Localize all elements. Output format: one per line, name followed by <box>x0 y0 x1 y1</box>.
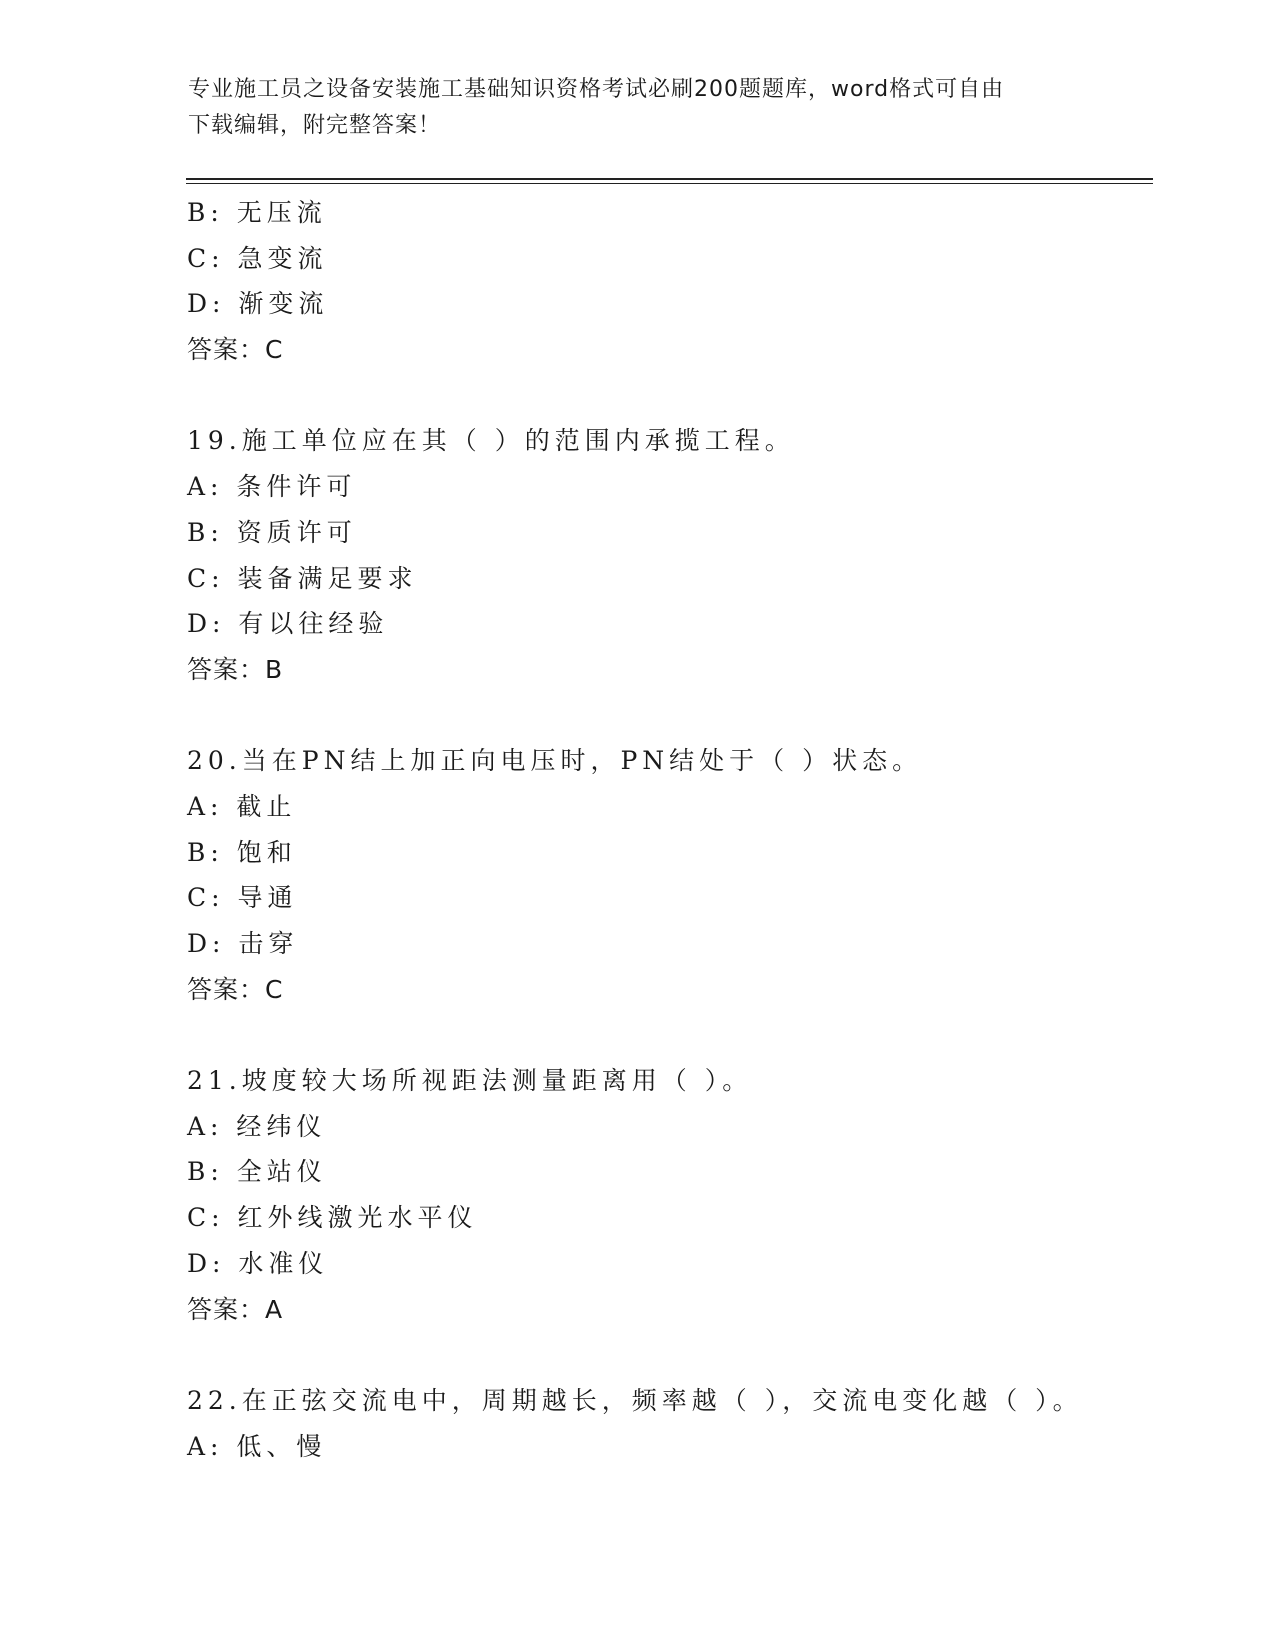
question-18-answer: 答案：C <box>187 335 284 365</box>
spacer <box>187 373 1147 419</box>
question-21-option-c: C: 红外线激光水平仪 <box>187 1203 478 1233</box>
question-20-option-b: B: 饱和 <box>187 837 297 867</box>
question-18-option-d: D: 渐变流 <box>187 289 329 319</box>
question-21-option-a: A: 经纬仪 <box>187 1111 327 1141</box>
question-list <box>187 190 1147 1469</box>
question-19-answer: 答案：B <box>187 654 284 684</box>
spacer <box>187 693 1147 739</box>
spacer <box>187 1012 1147 1058</box>
header-divider-thin <box>186 183 1153 184</box>
question-19-text: 19.施工单位应在其（ ）的范围内承揽工程。 <box>187 426 795 456</box>
question-22-block <box>187 1378 1147 1469</box>
question-18-option-c: C: 急变流 <box>187 243 328 273</box>
question-19-option-b: B: 资质许可 <box>187 517 357 547</box>
question-20-option-a: A: 截止 <box>187 791 297 821</box>
spacer <box>187 1332 1147 1378</box>
question-22-text: 22.在正弦交流电中，周期越长，频率越（ ），交流电变化越（ ）。 <box>187 1385 1083 1415</box>
question-20-block <box>187 738 1147 1012</box>
header-line-1: 专业施工员之设备安装施工基础知识资格考试必刷200题题库，word格式可自由 <box>188 77 1005 102</box>
question-21-text: 21.坡度较大场所视距法测量距离用（ ）。 <box>187 1066 753 1096</box>
question-19-block <box>187 418 1147 692</box>
question-19-option-c: C: 装备满足要求 <box>187 563 418 593</box>
question-20-text: 20.当在PN结上加正向电压时，PN结处于（ ）状态。 <box>187 746 923 776</box>
question-18-option-b: B: 无压流 <box>187 198 327 227</box>
question-20-option-c: C: 导通 <box>187 883 298 913</box>
question-21-option-d: D: 水准仪 <box>187 1248 329 1278</box>
question-20-answer: 答案：C <box>187 974 284 1004</box>
header-line-2: 下载编辑，附完整答案！ <box>188 113 442 138</box>
question-21-block <box>187 1058 1147 1332</box>
header-divider-thick <box>186 178 1153 180</box>
question-19-option-d: D: 有以往经验 <box>187 609 389 639</box>
question-20-option-d: D: 击穿 <box>187 929 299 958</box>
question-18-block <box>187 190 1147 373</box>
document-header <box>188 72 1068 144</box>
question-22-option-a: A: 低、慢 <box>187 1431 327 1461</box>
question-19-option-a: A: 条件许可 <box>187 472 357 502</box>
question-21-option-b: B: 全站仪 <box>187 1157 327 1187</box>
question-21-answer: 答案：A <box>187 1294 284 1324</box>
